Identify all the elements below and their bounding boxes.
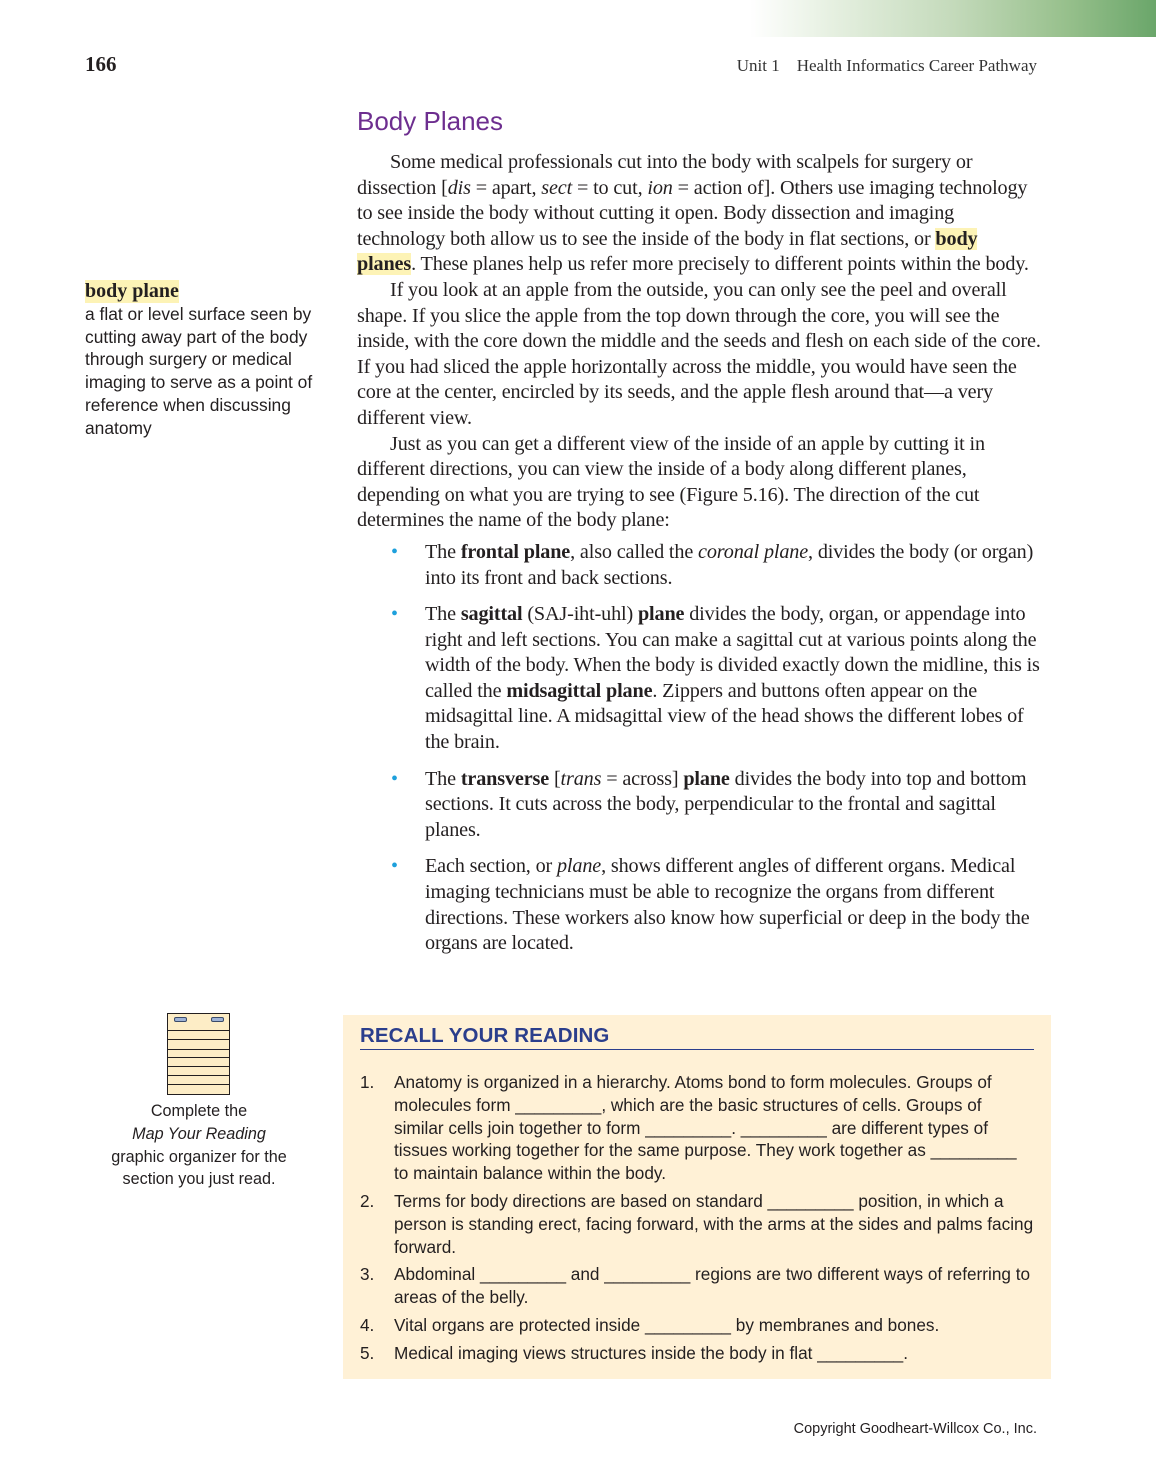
bullet-icon: • [391, 603, 398, 626]
glossary-definition: a flat or level surface seen by cutting away part of the body through surgery or medical imaging to serve as a point of reference when discussing anatomy [85, 304, 313, 438]
list-item: • The sagittal (SAJ-iht-uhl) plane divides the body, organ, or appendage into right and left sections. You can make a sagittal cut at various points along the width of the body. When the body is divided exactly down the midline, this is called the midsagittal plane. Zippers and buttons often appear on the midsagittal line. A midsagittal view of the head shows the different lobes of the brain. [391, 603, 1040, 754]
ruled-line [168, 1066, 229, 1067]
recall-question: 2. Terms for body directions are based on standard _________ position, in which a person is standing erect, facing forward, with the arms at the sides and palms facing forward. [360, 1190, 1034, 1257]
running-head: Unit 1 Health Informatics Career Pathway [736, 56, 1037, 75]
ring-icon [211, 1017, 224, 1022]
key-term-body-planes: body planes [357, 227, 978, 276]
ring-icon [174, 1017, 187, 1022]
recall-question: 3. Abdominal _________ and _________ regions are two different ways of referring to areas of the belly. [360, 1264, 1031, 1308]
bullet-icon: • [391, 855, 398, 878]
ruled-line [168, 1084, 229, 1085]
glossary-sidebar [85, 280, 330, 439]
glossary-term: body plane [85, 280, 179, 302]
header-accent-bar [750, 0, 1156, 37]
copyright-notice: Copyright Goodheart-Willcox Co., Inc. [793, 1421, 1037, 1437]
bullet-icon: • [391, 767, 398, 790]
bullet-icon: • [391, 540, 398, 563]
list-item: • Each section, or plane, shows different angles of different organs. Medical imaging technicians must be able to recognize the organs from different directions. These workers also know how superficial or deep in the body the organs are located. [391, 855, 1030, 955]
notepad-icon [167, 1013, 230, 1095]
recall-question: 1. Anatomy is organized in a hierarchy. Atoms bond to form molecules. Groups of molecules form _________, which are the basic structures of cells. Groups of similar cells join together to form _________. _________ are different types of tissues working together for the same purpose. They work together as _________ to maintain balance within the body. [360, 1072, 1017, 1184]
ruled-line [168, 1039, 229, 1040]
section-title: Body Planes [357, 106, 503, 136]
recall-divider [360, 1049, 1034, 1050]
paragraph-2: If you look at an apple from the outside, you can only see the peel and overall shape. If you slice the apple from the top down through the core, you will see the inside, with the core down the middle and the seeds and flesh on each side of the core. If you had sliced the apple horizontally across the middle, you would have seen the core at the center, encircled by its seeds, and the apple flesh around that—a very different view. [357, 278, 1041, 429]
recall-question: 5. Medical imaging views structures inside the body in flat _________. [360, 1342, 909, 1363]
map-your-reading-link: Map Your Reading [132, 1124, 266, 1143]
recall-title: RECALL YOUR READING [360, 1024, 610, 1047]
main-body-text [357, 150, 1041, 968]
body-plane-list [357, 540, 1041, 957]
map-your-reading-caption: Complete the Map Your Reading graphic organizer for the section you just read. [111, 1102, 287, 1189]
page-number: 166 [85, 52, 117, 76]
ruled-line [168, 1030, 229, 1031]
recall-your-reading-box [343, 1015, 1051, 1379]
list-item: • The transverse [trans = across] plane divides the body into top and bottom sections. It cuts across the body, perpendicular to the frontal and sagittal planes. [391, 767, 1027, 841]
ruled-line [168, 1057, 229, 1058]
list-item: • The frontal plane, also called the coronal plane, divides the body (or organ) into its front and back sections. [391, 540, 1034, 589]
recall-questions [360, 1071, 1035, 1370]
paragraph-1: Some medical professionals cut into the body with scalpels for surgery or dissection [dis = apart, sect = to cut, ion = action of]. Others use imaging technology to see inside the body without cutting it open. Body dissection and imaging technology both allow us to see the inside of the body in flat sections, or body planes. These planes help us refer more precisely to different points within the body. [357, 151, 1029, 276]
ruled-line [168, 1075, 229, 1076]
paragraph-3: Just as you can get a different view of the inside of an apple by cutting it in different directions, you can view the inside of a body along different planes, depending on what you are trying to see (Figure 5.16). The direction of the cut determines the name of the body plane: [357, 432, 985, 532]
recall-question: 4. Vital organs are protected inside _________ by membranes and bones. [360, 1314, 940, 1335]
ruled-line [168, 1049, 229, 1050]
